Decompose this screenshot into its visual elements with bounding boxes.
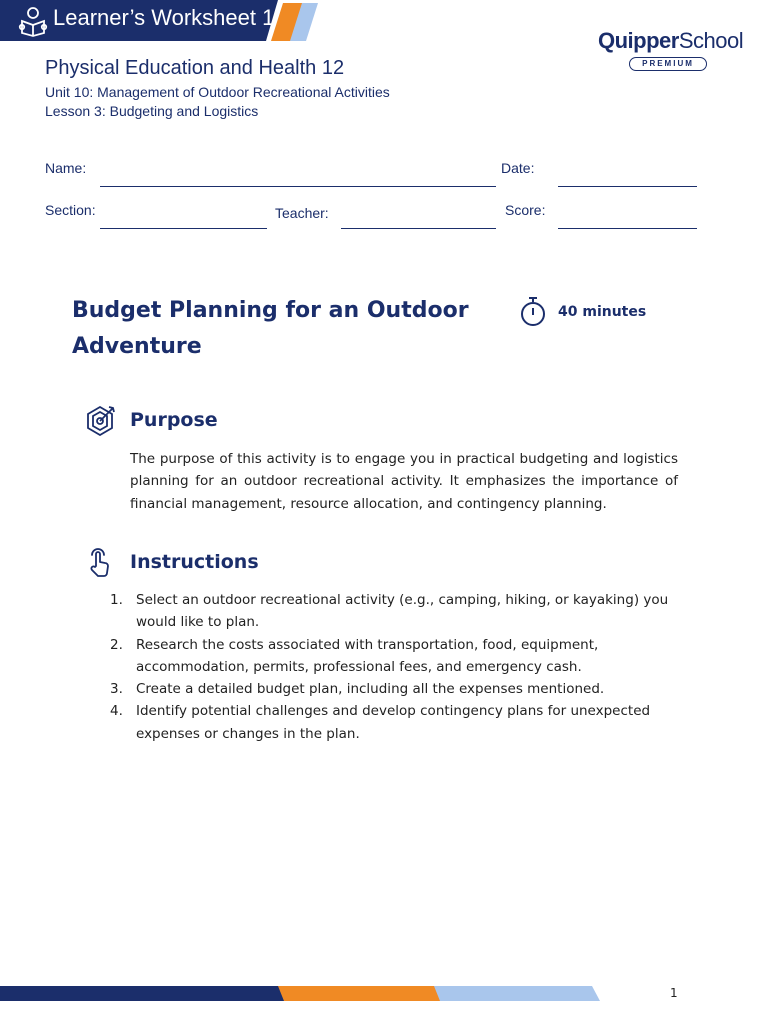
course-title: Physical Education and Health 12	[45, 57, 345, 79]
date-label: Date:	[501, 160, 535, 176]
activity-duration: 40 minutes	[558, 304, 647, 320]
step-text: Create a detailed budget plan, including all the expenses mentioned.	[136, 681, 605, 698]
target-icon	[86, 404, 116, 436]
section-label: Section:	[45, 202, 96, 218]
name-field[interactable]	[100, 186, 496, 187]
score-label: Score:	[505, 202, 546, 218]
purpose-heading: Purpose	[130, 409, 218, 431]
list-item	[110, 589, 685, 634]
lesson-subtitle: Lesson 3: Budgeting and Logistics	[45, 103, 259, 119]
list-item	[110, 678, 685, 700]
banner-title: Learner’s Worksheet 1	[53, 5, 275, 30]
step-number: 3.	[110, 681, 123, 698]
stopwatch-icon	[519, 296, 547, 328]
teacher-label: Teacher:	[275, 205, 329, 221]
step-text: Identify potential challenges and develop contingency plans for unexpected expenses or changes in the plan.	[136, 703, 651, 742]
page-number: 1	[670, 986, 678, 1000]
instructions-heading: Instructions	[130, 551, 259, 573]
score-field[interactable]	[558, 228, 697, 229]
step-text: Select an outdoor recreational activity (e.g., camping, hiking, or kayaking) you would like to plan.	[136, 592, 669, 631]
list-item	[110, 700, 685, 745]
logo-wordmark: QuipperSchool	[598, 28, 744, 53]
quipper-school-logo	[598, 28, 743, 74]
purpose-paragraph: The purpose of this activity is to engage you in practical budgeting and logistics planning for an outdoor recreational activity. It emphasizes the importance of financial management, resource allocation, and contingency planning.	[130, 451, 678, 512]
section-field[interactable]	[100, 228, 267, 229]
step-text: Research the costs associated with transportation, food, equipment, accommodation, permits, professional fees, and emergency cash.	[136, 636, 599, 675]
list-item	[110, 634, 685, 679]
unit-subtitle: Unit 10: Management of Outdoor Recreational Activities	[45, 84, 390, 100]
pointing-hand-icon	[86, 546, 116, 578]
premium-badge: PREMIUM	[629, 57, 707, 71]
activity-title: Budget Planning for an Outdoor Adventure	[72, 298, 469, 359]
worksheet-banner	[0, 0, 330, 44]
name-label: Name:	[45, 160, 87, 176]
reading-student-icon	[17, 5, 49, 37]
date-field[interactable]	[558, 186, 697, 187]
step-number: 1.	[110, 592, 123, 608]
step-number: 4.	[110, 703, 123, 720]
footer-stripe	[0, 986, 600, 1001]
instructions-list	[110, 589, 685, 745]
teacher-field[interactable]	[341, 228, 496, 229]
step-number: 2.	[110, 636, 123, 653]
